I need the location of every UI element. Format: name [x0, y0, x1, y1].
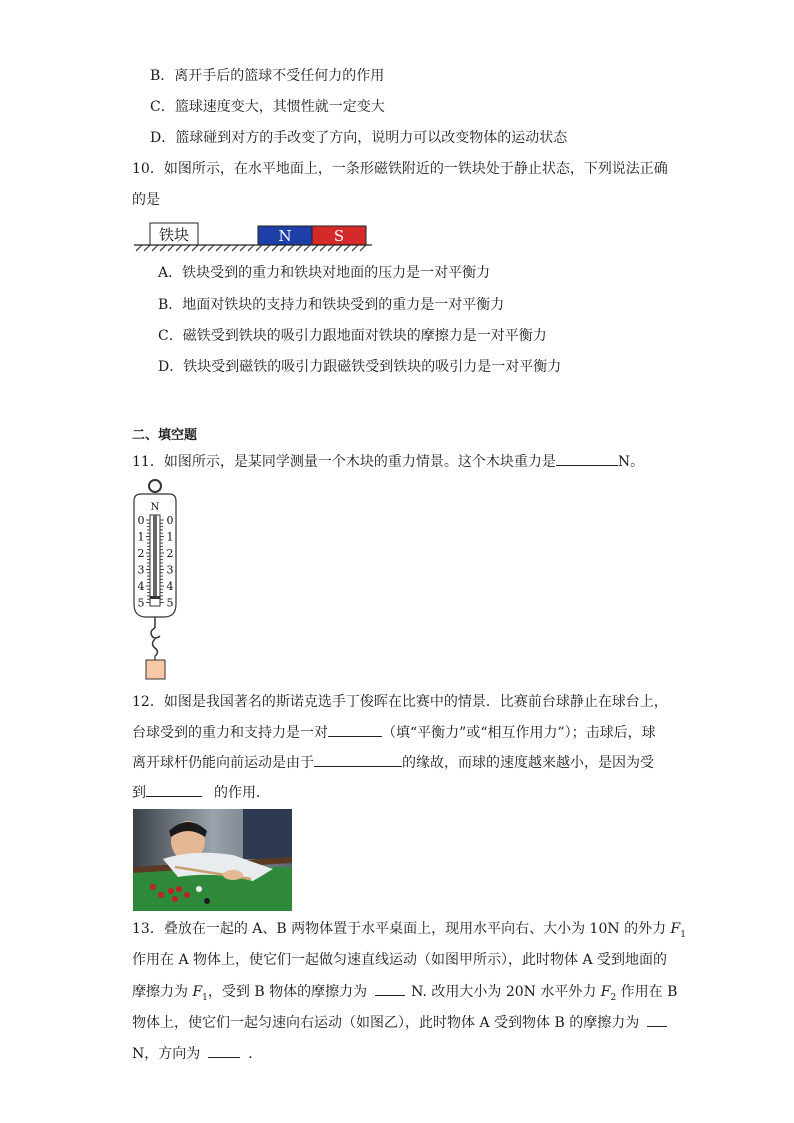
- tick-label-left: 5: [137, 596, 145, 610]
- q13-blank-2: [647, 1012, 667, 1027]
- q10-option-c: C．磁铁受到铁块的吸引力跟地面对铁块的摩擦力是一对平衡力: [158, 328, 547, 344]
- q9-option-b: B．离开手后的篮球不受任何力的作用: [150, 68, 385, 84]
- q12-text: 离开球杆仍能向前运动是由于: [132, 755, 314, 771]
- q12-line-4: [132, 782, 270, 803]
- q13-line-1: [132, 919, 686, 945]
- magnet-n-label: N: [278, 227, 292, 245]
- magnet-s-label: S: [333, 227, 345, 245]
- q13-line-2: 作用在 A 物体上，使它们一起做匀速直线运动（如图甲所示），此时物体 A 受到地面的: [132, 952, 668, 968]
- spring-scale-figure: [130, 476, 182, 684]
- q12-line-3: [132, 752, 654, 773]
- q13-text: 作用在 B: [616, 984, 678, 1000]
- q12-line-1: 12．如图是我国著名的斯诺克选手丁俊晖在比赛中的情景．比赛前台球静止在球台上，: [132, 694, 668, 710]
- force-symbol: F: [600, 984, 611, 1000]
- tick-label-left: 4: [137, 580, 145, 593]
- q12-blank-3: [146, 782, 202, 797]
- tick-label-right: 4: [166, 580, 174, 593]
- force-symbol: F: [670, 921, 681, 937]
- tick-label-left: 3: [137, 563, 145, 577]
- q10-option-d: D．铁块受到磁铁的吸引力跟磁铁受到铁块的吸引力是一对平衡力: [158, 359, 562, 375]
- tick-label-right: 1: [166, 530, 174, 544]
- wood-block: [146, 660, 165, 679]
- q13-text: N. 改用大小为 20N 水平外力: [411, 984, 601, 1000]
- q9-option-c: C．篮球速度变大，其惯性就一定变大: [150, 99, 385, 115]
- q12-text: 的缘故，而球的速度越来越小，是因为受: [402, 755, 654, 771]
- q12-blank-2: [314, 752, 402, 767]
- tick-label-right: 0: [166, 514, 174, 527]
- q13-blank-1: [375, 981, 405, 996]
- scale-pointer-rod: [153, 515, 157, 598]
- q13-line-3: [132, 981, 677, 1008]
- q11-answer-blank: [556, 451, 618, 466]
- tick-label-left: 2: [137, 547, 145, 560]
- q12-text: 到: [132, 785, 146, 801]
- q13-text: 13．叠放在一起的 A、B 两物体置于水平桌面上，现用水平向右、大小为 10N 的外力: [132, 921, 671, 937]
- q12-blank-1: [328, 722, 382, 737]
- force-subscript: 2: [610, 992, 617, 1003]
- tick-label-left: 1: [137, 530, 145, 544]
- q13-text: 摩擦力为: [132, 984, 193, 1000]
- q10-option-a: A．铁块受到的重力和铁块对地面的压力是一对平衡力: [158, 265, 491, 281]
- q12-text: （填“平衡力”或“相互作用力”）；击球后，球: [382, 725, 656, 741]
- hanging-string: [153, 639, 158, 656]
- q10-option-b: B．地面对铁块的支持力和铁块受到的重力是一对平衡力: [158, 297, 505, 313]
- q13-text: 物体上，使它们一起匀速向右运动（如图乙），此时物体 A 受到物体 B 的摩擦力为: [132, 1015, 640, 1031]
- force-subscript: 1: [680, 929, 686, 940]
- top-ring: [149, 480, 161, 492]
- q11-stem-text: 11．如图所示，是某同学测量一个木块的重力情景。这个木块重力是: [132, 454, 556, 470]
- q11-stem: [132, 451, 644, 472]
- q13-text: ．: [248, 1046, 263, 1062]
- scale-unit: N: [150, 502, 160, 513]
- q13-line-5: [132, 1043, 262, 1064]
- q10-stem: 10．如图所示，在水平地面上，一条形磁铁附近的一铁块处于静止状态，下列说法正确: [132, 161, 668, 177]
- q12-line-2: [132, 722, 656, 743]
- q13-text: N，方向为: [132, 1046, 201, 1062]
- snooker-illustration: [133, 809, 292, 911]
- magnet-diagram: [132, 220, 377, 254]
- q11-stem-unit: N。: [617, 454, 645, 470]
- ground-hatching: [136, 245, 366, 251]
- q10-stem-cont: 的是: [132, 192, 160, 208]
- spring-scale: [130, 476, 182, 684]
- tick-label-right: 5: [166, 596, 174, 610]
- tick-label-left: 0: [137, 514, 145, 527]
- q13-line-4: [132, 1012, 667, 1033]
- force-symbol: F: [192, 984, 203, 1000]
- q12-text: 台球受到的重力和支持力是一对: [132, 725, 328, 741]
- scale-pointer: [151, 596, 160, 599]
- q9-option-d: D．篮球碰到对方的手改变了方向，说明力可以改变物体的运动状态: [150, 130, 568, 146]
- tick-label-right: 3: [166, 563, 174, 577]
- snooker-photo: [133, 809, 292, 911]
- iron-block-label: 铁块: [158, 226, 190, 244]
- force-subscript: 1: [202, 992, 208, 1003]
- section-title: 二、填空题: [132, 428, 198, 443]
- q13-text: ，受到 B 物体的摩擦力为: [207, 984, 368, 1000]
- scale-hook: [151, 628, 160, 638]
- q13-blank-3: [208, 1043, 240, 1058]
- q10-figure: [132, 220, 377, 254]
- q12-text: 的作用．: [214, 785, 270, 801]
- tick-label-right: 2: [166, 547, 174, 560]
